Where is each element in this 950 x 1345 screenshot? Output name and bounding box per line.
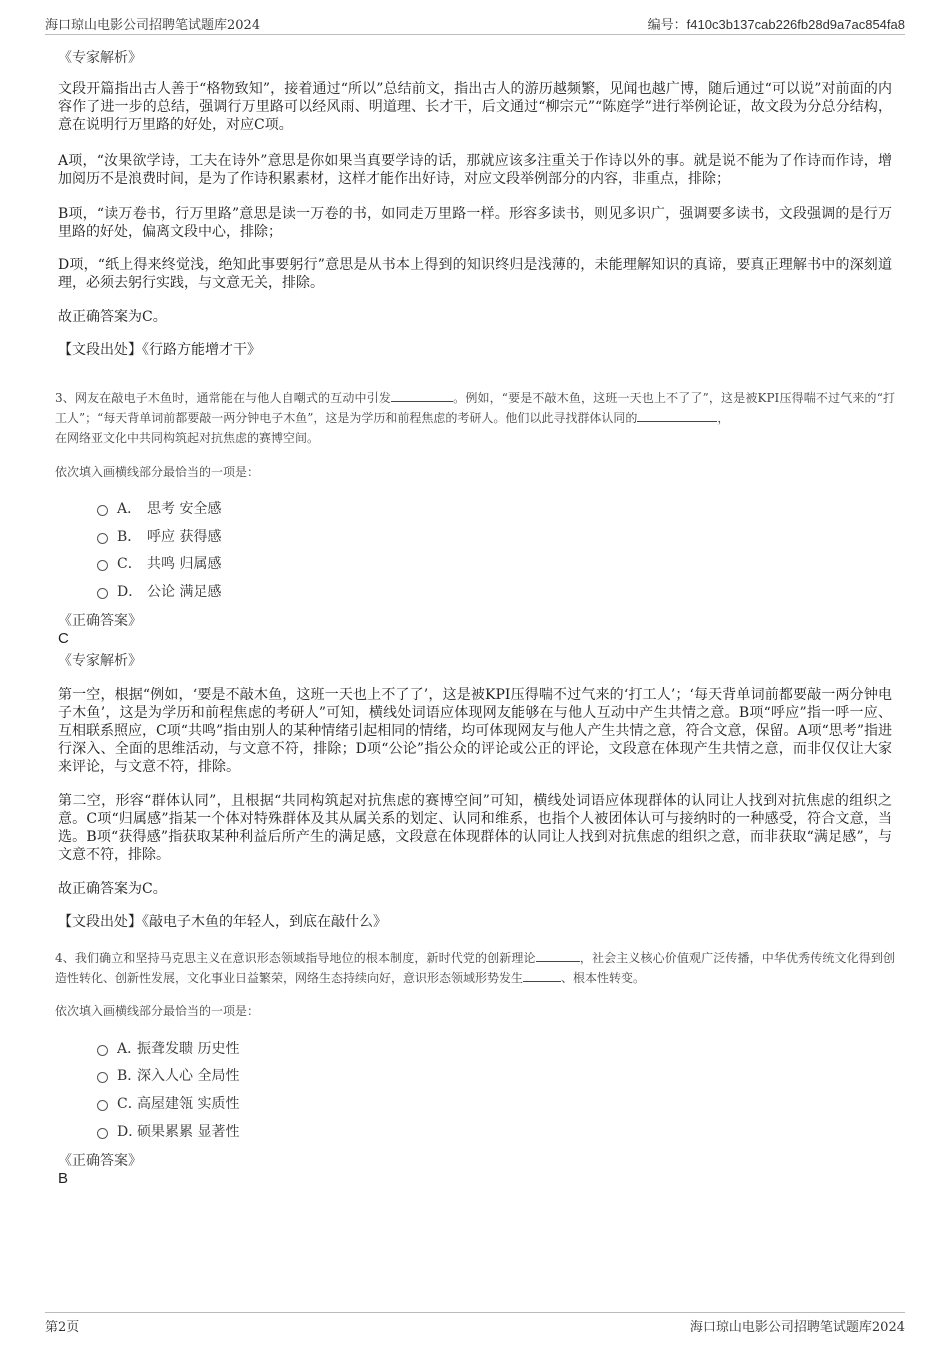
radio-icon[interactable] (97, 560, 108, 571)
question-prompt: 依次填入画横线部分最恰当的一项是： (55, 1004, 260, 1018)
analysis-paragraph: 第一空，根据“例如，‘要是不敲木鱼，这班一天也上不了了’，这是被KPI压得喘不过气来的‘打工人’；‘每天背单词前都要敲一两分钟电子木鱼’，这是为学历和前程焦虑的考研人”可知，横线处词语应体现网友能够在与他人互动中产生共情之意。B项“呼应”指一呼一应、互相联系照应，C项“共鸣”指由别人的某种情绪引起相同的情绪，均可体现网友与他人产生共情之意，符合文意，保留。A项“思考”指进行深入、全面的思维活动，与文意不符，排除；D项“公论”指公众的评论或公正的评论，文段意在体现产生共情之意，而非仅仅让大家来评论，与文意不符，排除。 (58, 687, 892, 775)
option-text: 公论 满足感 (147, 584, 222, 600)
option-letter: C． (117, 556, 142, 572)
analysis-paragraph: 第二空，形容“群体认同”，且根据“共同构筑起对抗焦虑的赛博空间”可知，横线处词语应体现群体的认同让人找到对抗焦虑的组织之意。C项“归属感”指某一个体对特殊群体及其从属关系的划定、认同和维系，也指个人被团体认可与接纳时的一种感受，符合文意，当选。B项“获得感”指获取某种利益后所产生的满足感，文段意在体现群体的认同让人找到对抗焦虑的组织之意，而非获取“满足感”，与文意不符，排除。 (58, 793, 892, 863)
option-a[interactable] (97, 1038, 239, 1058)
document-code: 编号：f410c3b137cab226fb28d9a7ac854fa8 (647, 17, 905, 32)
stem-text: 在网络亚文化中共同构筑起对抗焦虑的赛博空间。 (55, 431, 320, 445)
source-citation: 【文段出处】《敲电子木鱼的年轻人，到底在敲什么》 (58, 914, 387, 930)
conclusion-text: 故正确答案为C。 (58, 881, 167, 897)
stem-text: 传统文化得到创造性转化、创新性发展，文化事业日益繁荣，网络生态持续向好，意识形态领域形势发生 (55, 951, 895, 985)
stem-text: ，社会主义核心价值观广泛传播，中华优秀 (579, 951, 811, 965)
stem-text: 4、我们确立和坚持马克思主义在意识形态领域指导地位的根本制度，新时代党的创新理论 (55, 951, 536, 965)
radio-icon[interactable] (97, 588, 108, 599)
expert-analysis-label: 《专家解析》 (58, 653, 142, 669)
page-header (45, 10, 905, 32)
analysis-paragraph: D项，“纸上得来终觉浅，绝知此事要躬行”意思是从书本上得到的知识终归是浅薄的，未能理解知识的真谛，要真正理解书中的深刻道理，必须去躬行实践，与文意无关，排除。 (58, 257, 892, 291)
correct-answer-value: B (58, 1170, 69, 1187)
question-prompt: 依次填入画横线部分最恰当的一项是： (55, 465, 260, 479)
option-letter: A． (117, 501, 142, 517)
correct-answer-label: 《正确答案》 (58, 1153, 142, 1169)
option-letter: A． (117, 1041, 142, 1057)
footer-divider (45, 1312, 905, 1313)
option-text: 共鸣 归属感 (147, 556, 222, 572)
analysis-paragraph: B项，“读万卷书，行万里路”意思是读一万卷的书，如同走万里路一样。形容多读书，则见多识广，强调要多读书，文段强调的是行万里路的好处，偏离文段中心，排除； (58, 206, 892, 240)
option-d[interactable] (97, 581, 221, 601)
stem-text: 、根本性转变。 (561, 971, 646, 985)
option-letter: D． (117, 584, 143, 600)
radio-icon[interactable] (97, 533, 108, 544)
question-4-stem (55, 948, 895, 988)
option-text: 思考 安全感 (147, 501, 222, 517)
option-a[interactable] (97, 498, 221, 518)
option-c[interactable] (97, 553, 221, 573)
stem-text: ， (717, 411, 730, 425)
option-letter: B． (117, 1068, 142, 1084)
stem-text: 。例如，“要是不敲木鱼，这班一天也上不了了”，这是被KPI压得喘 (453, 391, 816, 405)
page-number: 第2页 (45, 1320, 80, 1335)
analysis-paragraph: 文段开篇指出古人善于“格物致知”，接着通过“所以”总结前文，指出古人的游历越频繁，见闻也越广博，随后通过“可以说”对前面的内容作了进一步的总结，强调行万里路可以经风雨、明道理、长才干，后文通过“柳宗元”“陈庭学”进行举例论证，故文段为分总分结构，意在说明行万里路的好处，对应C项。 (58, 81, 892, 133)
radio-icon[interactable] (97, 1100, 108, 1111)
stem-text: 3、网友在敲电子木鱼时，通常能在与他人自嘲式的互动中引发 (55, 391, 392, 405)
radio-icon[interactable] (97, 505, 108, 516)
answer-blank (523, 969, 561, 982)
option-letter: D． (117, 1124, 143, 1140)
option-text: 高屋建瓴 实质性 (137, 1096, 240, 1112)
answer-blank (536, 949, 580, 962)
radio-icon[interactable] (97, 1045, 108, 1056)
stem-text: 不过气来的“打工人”；“每天背单词前都要敲一两分钟电子木鱼”，这是为学历和前程焦虑的考研人。他们以此寻找群体认同的 (55, 391, 895, 425)
answer-blank (391, 389, 453, 402)
option-text: 振聋发聩 历史性 (137, 1041, 240, 1057)
header-divider (45, 34, 905, 35)
answer-blank (637, 409, 717, 422)
option-c[interactable] (97, 1093, 239, 1113)
option-d[interactable] (97, 1121, 239, 1141)
correct-answer-value: C (58, 630, 69, 647)
analysis-paragraph: A项，“汝果欲学诗，工夫在诗外”意思是你如果当真要学诗的话，那就应该多注重关于作诗以外的事。就是说不能为了作诗而作诗，增加阅历不是浪费时间，是为了作诗积累素材，这样才能作出好诗，对应文段举例部分的内容，非重点，排除； (58, 153, 892, 187)
option-b[interactable] (97, 526, 221, 546)
option-text: 呼应 获得感 (147, 529, 222, 545)
option-letter: B． (117, 529, 142, 545)
header-title: 海口琼山电影公司招聘笔试题库2024 (45, 18, 261, 33)
radio-icon[interactable] (97, 1128, 108, 1139)
footer-title: 海口琼山电影公司招聘笔试题库2024 (689, 1320, 905, 1335)
source-citation: 【文段出处】《行路方能增才干》 (58, 342, 261, 358)
option-b[interactable] (97, 1065, 239, 1085)
conclusion-text: 故正确答案为C。 (58, 309, 167, 325)
question-3-stem (55, 388, 895, 448)
option-letter: C． (117, 1096, 142, 1112)
option-text: 硕果累累 显著性 (137, 1124, 240, 1140)
correct-answer-label: 《正确答案》 (58, 613, 142, 629)
radio-icon[interactable] (97, 1072, 108, 1083)
option-text: 深入人心 全局性 (137, 1068, 240, 1084)
expert-analysis-label: 《专家解析》 (58, 50, 142, 66)
